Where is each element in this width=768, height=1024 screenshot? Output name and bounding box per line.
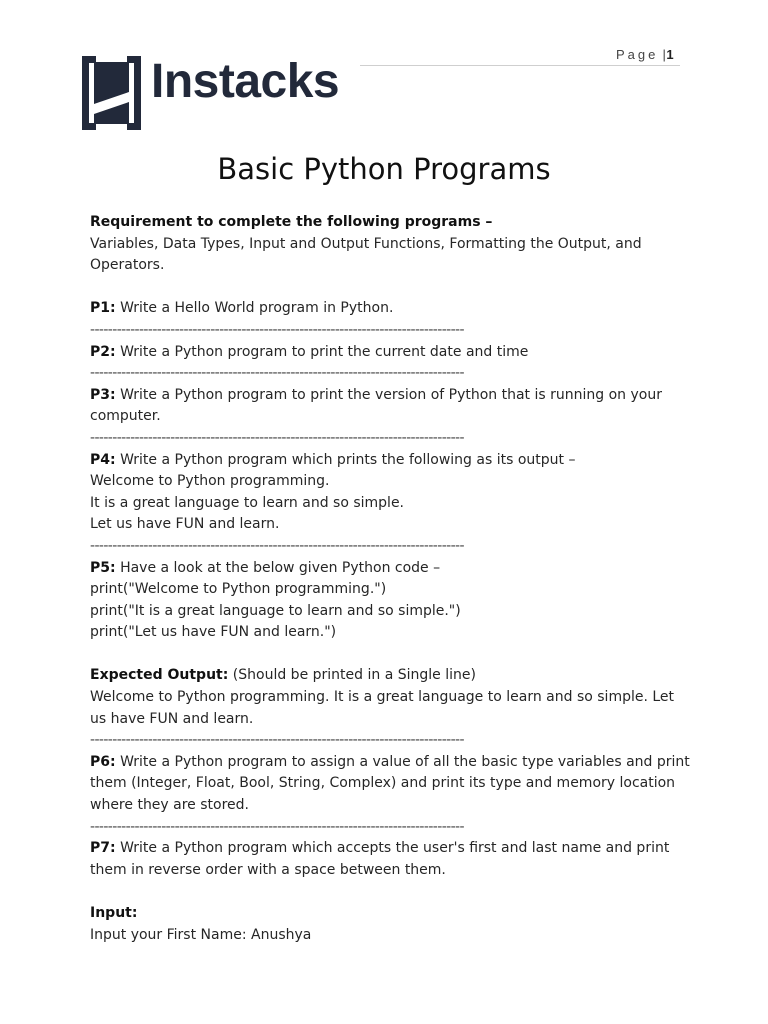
separator-line: ------------------------------------------------------------------------------------ — [90, 429, 464, 446]
problem-label: P6: — [90, 753, 116, 770]
problem-label: P2: — [90, 343, 116, 360]
requirement-heading: Requirement to complete the following programs – — [90, 214, 493, 230]
code-line: print("Let us have FUN and learn.") — [90, 624, 337, 641]
page-separator: | — [662, 47, 667, 62]
problem-line: Welcome to Python programming. — [90, 473, 330, 490]
problem-p2 — [90, 342, 690, 364]
problem-text: Write a Python program to print the version of Python that is running on your computer. — [90, 386, 662, 425]
separator-line: ------------------------------------------------------------------------------------ — [90, 321, 464, 338]
problem-text: Write a Hello World program in Python. — [120, 300, 394, 317]
problem-line: Let us have FUN and learn. — [90, 516, 280, 533]
requirement-block — [90, 212, 690, 277]
expected-output-label: Expected Output: — [90, 667, 229, 684]
separator-line: ------------------------------------------------------------------------------------ — [90, 818, 464, 835]
problem-text: Write a Python program which prints the following as its output – — [120, 451, 576, 468]
page-number-value: 1 — [666, 47, 675, 62]
page-number — [616, 47, 674, 62]
separator-line: ------------------------------------------------------------------------------------ — [90, 537, 464, 554]
separator-line: ------------------------------------------------------------------------------------ — [90, 365, 464, 382]
logo-wordmark: Instacks — [151, 55, 340, 108]
header-rule — [360, 65, 680, 66]
expected-output-note: (Should be printed in a Single line) — [232, 667, 476, 684]
problem-p1 — [90, 298, 690, 320]
separator-line: ------------------------------------------------------------------------------------ — [90, 732, 464, 749]
document-body — [90, 212, 690, 946]
problem-text: Write a Python program to print the current date and time — [120, 343, 529, 360]
problem-p3 — [90, 385, 690, 428]
expected-output-text: Welcome to Python programming. It is a great language to learn and so simple. Let us have FUN and learn. — [90, 689, 675, 727]
problem-label: P7: — [90, 840, 116, 857]
problem-label: P4: — [90, 451, 116, 468]
requirement-text: Variables, Data Types, Input and Output Functions, Formatting the Output, and Operators. — [90, 235, 642, 274]
code-line: print("Welcome to Python programming.") — [90, 581, 387, 598]
problem-text: Have a look at the below given Python code – — [120, 559, 441, 576]
problem-p6 — [90, 752, 690, 817]
input-line: Input your First Name: Anushya — [90, 926, 312, 943]
problem-p4 — [90, 450, 690, 536]
page-label: Page — [616, 47, 659, 62]
page-title: Basic Python Programs — [217, 152, 551, 186]
input-block — [90, 903, 690, 946]
problem-label: P5: — [90, 559, 116, 576]
problem-p7 — [90, 838, 690, 881]
code-line: print("It is a great language to learn and so simple.") — [90, 602, 461, 619]
problem-text: Write a Python program which accepts the user's first and last name and print them in reverse order with a space between them. — [90, 840, 670, 878]
expected-output-block — [90, 665, 690, 730]
input-label: Input: — [90, 905, 138, 921]
problem-label: P1: — [90, 300, 116, 317]
problem-text: Write a Python program to assign a value of all the basic type variables and print them (Integer, Float, Bool, String, Complex) and print its type and memory location where they are stored. — [90, 753, 690, 814]
problem-p5 — [90, 558, 690, 644]
problem-line: It is a great language to learn and so simple. — [90, 494, 405, 511]
problem-label: P3: — [90, 386, 116, 403]
